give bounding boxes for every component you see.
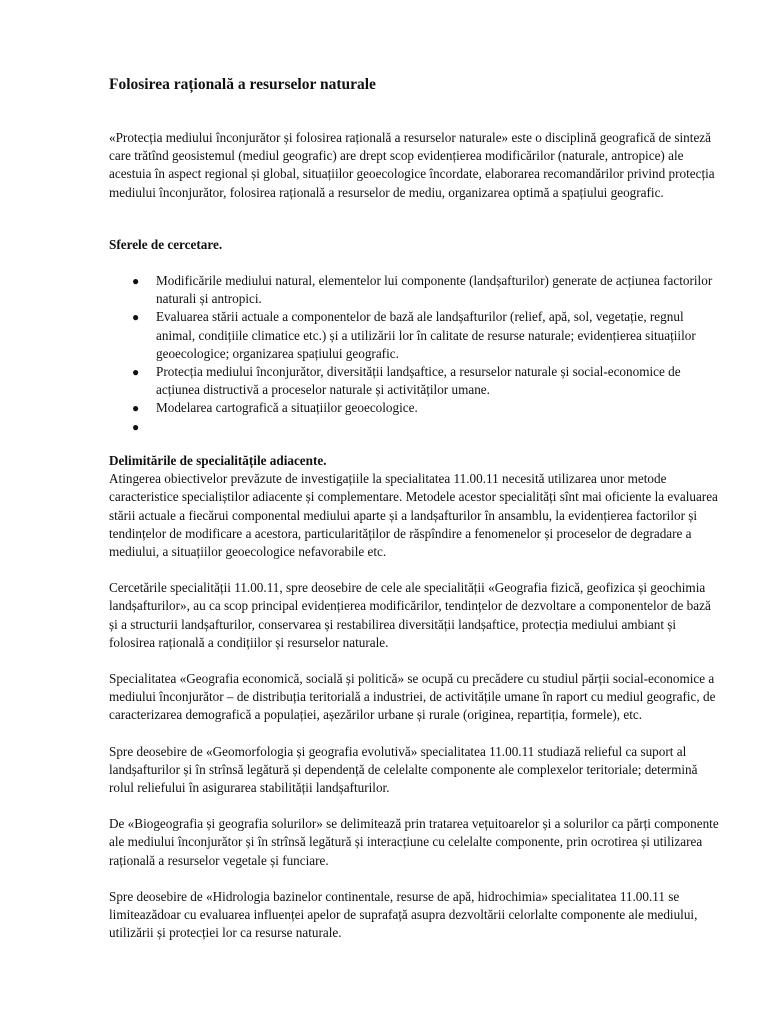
paragraph-geomorfologia: Spre deosebire de «Geomorfologia și geografia evolutivă» specialitatea 11.00.11 studiază relieful ca suport al landșafturilor și în strînsă legătură și dependență de celelalte componente ale complexelor teritoriale; determină rolul reliefului în asigurarea stabilității landșafturilor.	[109, 743, 698, 796]
bullet-icon: ●	[132, 365, 140, 380]
paragraph-specialitatea: Specialitatea «Geografia economică, socială și politică» se ocupă cu precădere cu studiul părții social-economice a mediului înconjurător – de distribuția teritorială a industriei, de activitățile umane în raport cu mediul geografic, de caracterizarea demografică a populației, așezărilor urbane și rurale (originea, repartiția, formele), etc.	[109, 671, 716, 723]
body-block	[109, 452, 721, 942]
bullet-icon: ●	[132, 401, 140, 416]
list-item: ● Modelarea cartografică a situațiilor geoecologice.	[109, 399, 721, 417]
list-item: ● Protecția mediului înconjurător, diversității landșaftice, a resurselor naturale și social-economice de acțiunea distructivă a proceselor naturale și activităților umane.	[132, 364, 681, 398]
bullet-icon: ●	[132, 274, 140, 288]
bullet-icon: ●	[132, 310, 140, 325]
intro-paragraph: «Protecția mediului înconjurător și folosirea rațională a resurselor naturale» este o disciplină geografică de sinteză care trătînd geosistemul (mediul geografic) are drept scop evidențierea modificărilor (naturale, antropice) ale acestuia în aspect regional și global, situațiilor geoecologice încordate, elaborarea recomandărilor privind protecția mediului înconjurător, folosirea rațională a resurselor de mediu, organizarea optimă a spațiului geografic.	[109, 130, 715, 200]
delimitari-heading: Delimitările de specialitățile adiacente.	[109, 453, 327, 468]
sfere-list	[109, 272, 721, 436]
paragraph-cercetarile: Cercetările specialității 11.00.11, spre deosebire de cele ale specialității «Geografia fizică, geofizica și geochimia landșafturilor», au ca scop principal evidențierea modificărilor, tendințelor de dezvoltare a componentelor de bază și a structurii landșafturilor, conservarea și restabilirea diversității landșaftice, protecția mediului ambiant și folosirea rațională a condițiilor și resurselor naturale.	[109, 580, 711, 650]
list-item: ● Modificările mediului natural, elementelor lui componente (landșafturilor) generate de acțiunea factorilor naturali și antropici.	[132, 273, 713, 307]
list-item	[109, 418, 721, 436]
sfere-heading: Sferele de cercetare.	[109, 237, 223, 252]
list-item: ● Evaluarea stării actuale a componentelor de bază ale landșafturilor (relief, apă, sol, vegetație, regnul animal, condițiile climatice etc.) și a utilizării lor în calitate de resurse naturale; evidențierea situațiilor geoecologice; organizarea spațiului geografic.	[132, 309, 696, 361]
paragraph-biogeografia: De «Biogeografia și geografia solurilor» se delimitează prin tratarea vețuitoarelor și a solurilor ca părți componente ale mediului înconjurător și în strînsă legătură și interacțiune cu celelalte componente, prin ocrotirea și utilizarea rațională a resurselor vegetale și funciare.	[109, 816, 719, 868]
paragraph-hidrologia: Spre deosebire de «Hidrologia bazinelor continentale, resurse de apă, hidrochimia» specialitatea 11.00.11 se limiteazădoar cu evaluarea influenței apelor de suprafață asupra dezvoltării celorlalte componente ale mediului, utilizării și protecției lor ca resurse naturale.	[109, 888, 698, 941]
document-title: Folosirea rațională a resurselor naturale	[109, 76, 376, 93]
delimitari-paragraph: Atingerea obiectivelor prevăzute de investigațiile la specialitatea 11.00.11 necesită utilizarea unor metode caracteristice specialiștilor adiacente și complementare. Metodele acestor specialități sînt mai oficiente la evaluarea stării actuale a fiecărui componental mediului aparte și a landșafturilor în ansamblu, la evidențierea factorilor și tendințelor de modificare a acestora, particularităților de răspîndire a fenomenelor și proceselor de degradare a mediului, a situațiilor geoecologice nefavorabile etc.	[109, 471, 718, 560]
bullet-icon: ●	[132, 419, 140, 434]
